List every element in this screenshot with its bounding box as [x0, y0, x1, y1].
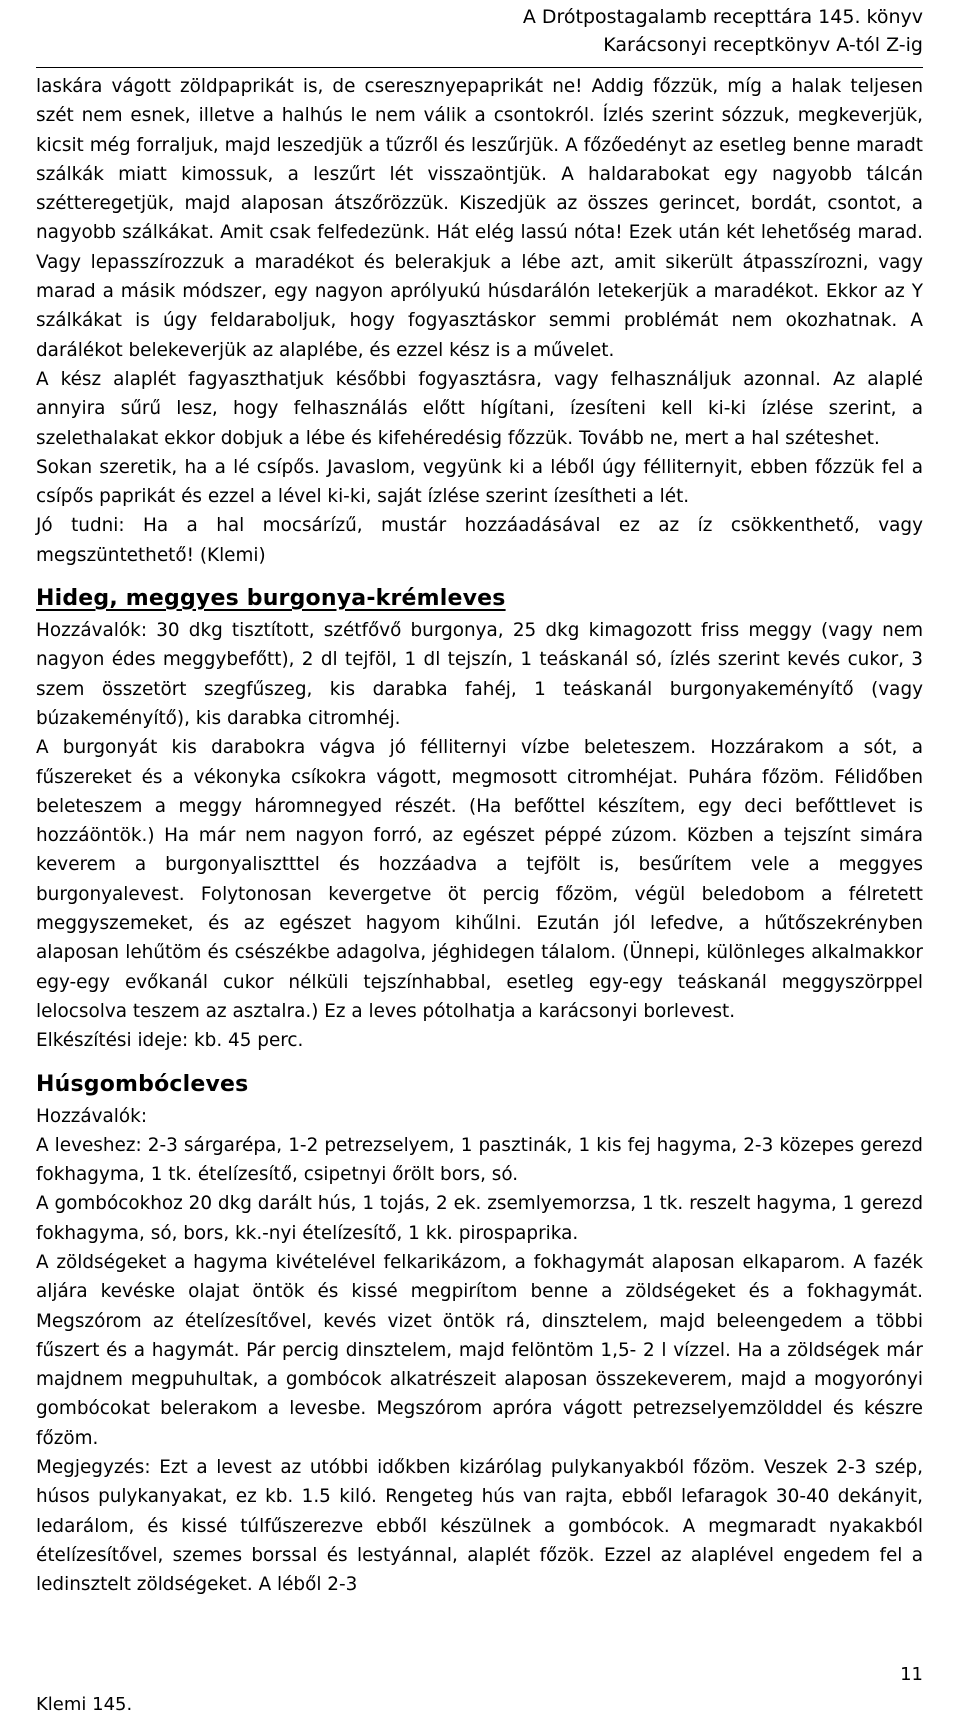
recipe2-dumpling-ingredients: A gombócokhoz 20 dkg darált hús, 1 tojás, 2 ek. zsemlyemorzsa, 1 tk. reszelt hagyma, 1 gerezd fokhagyma, só, bors, kk.-nyi ételízesítő, 1 kk. pirospaprika.: [36, 1193, 923, 1244]
footer-author: Klemi 145.: [36, 1694, 133, 1715]
page-number: 11: [900, 1664, 923, 1685]
header-rule: [36, 67, 923, 68]
header-book-subtitle: Karácsonyi receptkönyv A-tól Z-ig: [603, 34, 923, 56]
recipe-title-husgomboc: Húsgombócleves: [36, 1071, 249, 1097]
recipe1-method: A burgonyát kis darabokra vágva jó félliternyi vízbe beleteszem. Hozzárakom a sót, a fűszereket és a vékonyka csíkokra vágott, megmosott citromhéjat. Puhára főzöm. Félidőben beleteszem a meggy háromnegyed részét. (Ha befőttel készítem, egy deci befőttlevet is hozzáöntök.) Ha már nem nagyon forró, az egészet péppé zúzom. Közben a tejszínt simára keverem a burgonyalisztttel és hozzáadva a tejfölt is, besűrítem vele a meggyes burgonyalevest. Folytonosan kevergetve öt percig főzöm, végül beledobom a félretett meggyszemeket, és az egészet hagyom kihűlni. Ezután jól lefedve, a hűtőszekrényben alaposan lehűtöm és csészékbe adagolva, jéghidegen tálalom. (Ünnepi, különleges alkalmakkor egy-egy evőkanál cukor nélküli tejszínhabbal, esetleg egy-egy teáskanál meggyszörppel lelocsolva teszem az asztalra.) Ez a leves pótolhatja a karácsonyi borlevest.: [36, 737, 923, 1022]
intro-paragraph-1: laskára vágott zöldpaprikát is, de cseresznyepaprikát ne! Addig főzzük, míg a halak teljesen szét nem esnek, illetve a halhús le nem válik a csontokról. Ízlés szerint sózzuk, megkeverjük, kicsit még forraljuk, majd leszedjük a tűzről és leszűrjük. A főzőedényt az esetleg benne maradt szálkák miatt kimossuk, a leszűrt lét visszaöntjük. A haldarabokat egy nagyobb tálcán szétteregetjük, majd alaposan átszőrözzük. Kiszedjük az összes gerincet, bordát, csontot, a nagyobb szálkákat. Amit csak felfedezünk. Hát elég lassú nóta! Ezek után két lehetőség marad. Vagy lepasszírozzuk a maradékot és belerakjuk a lébe azt, amit sikerült átpasszírozni, vagy marad a másik módszer, egy nagyon aprólyukú húsdarálón letekerjük a maradékot. Ekkor az Y szálkákat is úgy feldaraboljuk, hogy fogyasztáskor semmi problémát nem okozhatnak. A darálékot belekeverjük az alaplébe, és ezzel kész is a művelet.: [36, 76, 923, 361]
recipe2-note: Megjegyzés: Ezt a levest az utóbbi időkben kizárólag pulykanyakból főzöm. Veszek 2-3 szép, húsos pulykanyakat, ez kb. 1.5 kiló. Rengeteg hús van rajta, ebből lefaragok 30-40 dekányit, ledarálom, és kissé túlfűszerezve ebből készülnek a gombócok. A megmaradt nyakakból ételízesítővel, szemes borssal és lestyánnal, alaplét főzök. Ezzel az alaplével engedem fel a ledinsztelt zöldségeket. A léből 2-3: [36, 1457, 923, 1596]
intro-paragraph-2: A kész alaplét fagyaszthatjuk későbbi fogyasztásra, vagy felhasználjuk azonnal. Az alaplé annyira sűrű lesz, hogy felhasználás előtt hígítani, ízesíteni kell ki-ki ízlése szerint, a szelethalakat ekkor dobjuk a lébe és kifehéredésig főzzük. Tovább ne, mert a hal széteshet.: [36, 368, 923, 449]
intro-paragraph-4: Jó tudni: Ha a hal mocsárízű, mustár hozzáadásával ez az íz csökkenthető, vagy megszüntethető! (Klemi): [36, 515, 923, 566]
header-book-title: A Drótpostagalamb recepttára 145. könyv: [522, 6, 923, 28]
recipe-title-meggyes-burgonya: Hideg, meggyes burgonya-krémleves: [36, 586, 506, 612]
recipe2-soup-ingredients: A leveshez: 2-3 sárgarépa, 1-2 petrezselyem, 1 pasztinák, 1 kis fej hagyma, 2-3 közepes gerezd fokhagyma, 1 tk. ételízesítő, csipetnyi őrölt bors, só.: [36, 1134, 923, 1186]
document-body: [36, 72, 923, 1600]
recipe1-time: Elkészítési ideje: kb. 45 perc.: [36, 1030, 304, 1052]
recipe2-ingredients-label: Hozzávalók:: [36, 1105, 148, 1127]
intro-paragraph-3: Sokan szeretik, ha a lé csípős. Javaslom, vegyünk ki a léből úgy félliternyit, ebben főzzük fel a csípős paprikát és ezzel a lével ki-ki, saját ízlése szerint ízesítheti a lét.: [36, 456, 923, 508]
recipe2-method: A zöldségeket a hagyma kivételével felkarikázom, a fokhagymát alaposan elkaparom. A fazék aljára kevéske olajat öntök és kissé megpirítom benne a zöldségeket és a fokhagymát. Megszórom az ételízesítővel, kevés vizet öntök rá, dinsztelem, majd beleengedem a többi fűszert és a hagymát. Pár percig dinsztelem, majd felöntöm 1,5- 2 l vízzel. Ha a zöldségek már majdnem megpuhultak, a gombócok alkatrészeit alaposan összekeverem, majd a mogyorónyi gombócokat belerakom a levesbe. Megszórom apróra vágott petrezselyemzölddel és készre főzöm.: [36, 1251, 923, 1449]
recipe1-ingredients: Hozzávalók: 30 dkg tisztított, szétfővő burgonya, 25 dkg kimagozott friss meggy (vagy nem nagyon édes meggybefőtt), 2 dl tejföl, 1 dl tejszín, 1 teáskanál só, ízlés szerint kevés cukor, 3 szem összetört szegfűszeg, kis darabka fahéj, 1 teáskanál burgonyakeményítő (vagy búzakeményítő), kis darabka citromhéj.: [36, 620, 923, 729]
page-header: [36, 3, 923, 59]
